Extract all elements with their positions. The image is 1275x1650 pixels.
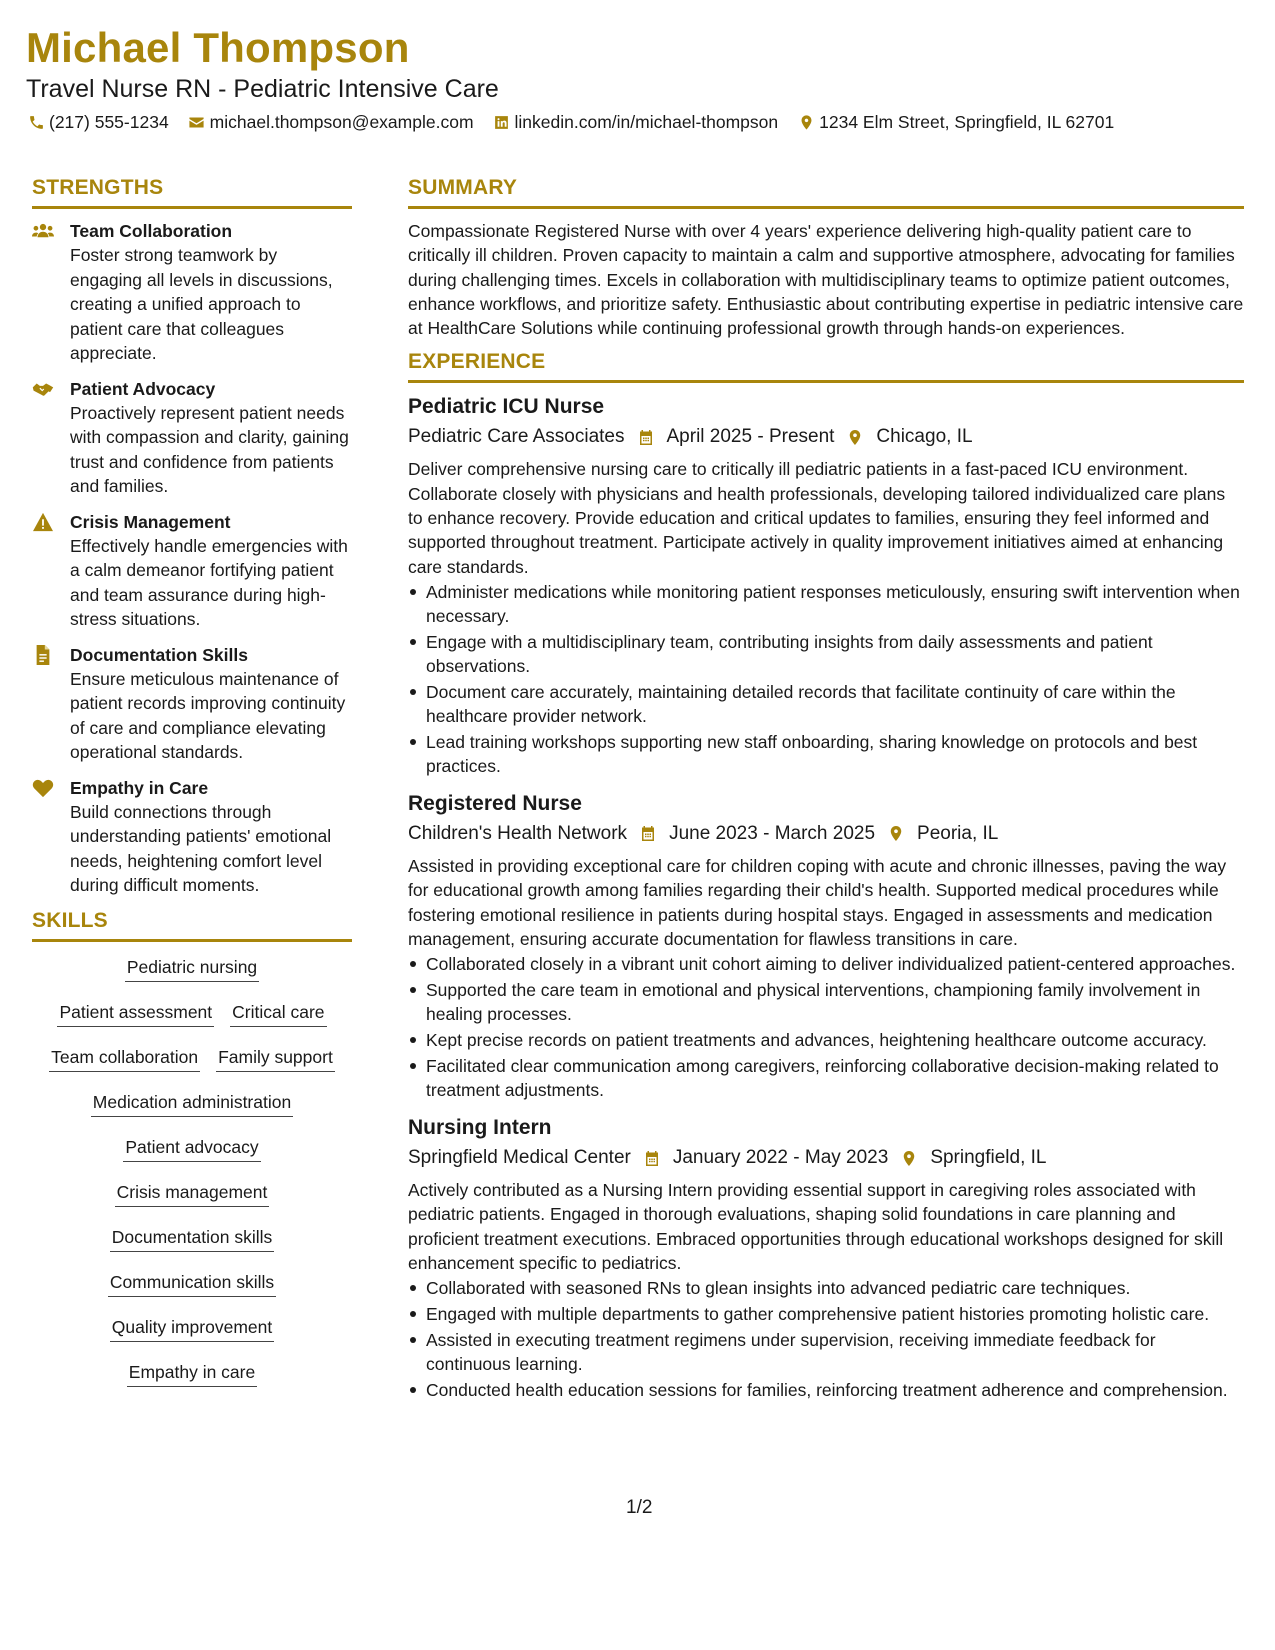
list-item: Assisted in executing treatment regimens under supervision, receiving immediate feedback for continuous learning. [408, 1328, 1244, 1376]
job-company: Springfield Medical Center [408, 1147, 631, 1169]
job-entry [408, 393, 1244, 777]
job-company: Children's Health Network [408, 822, 628, 844]
skills-list [32, 956, 352, 1406]
skill-tag: Medication administration [91, 1091, 293, 1117]
contact-phone[interactable] [26, 112, 169, 133]
list-item: Conducted health education sessions for families, reinforcing treatment adherence and comprehension. [408, 1378, 1244, 1402]
left-column [32, 176, 352, 1406]
skill-tag: Crisis management [115, 1181, 270, 1207]
contact-bar [26, 112, 1132, 133]
list-item: Document care accurately, maintaining detailed records that facilitate continuity of care within the healthcare provider network. [408, 680, 1244, 728]
job-bullets [408, 1276, 1244, 1402]
summary-text: Compassionate Registered Nurse with over 4 years' experience delivering high-quality patient care to critically ill children. Proven capacity to maintain a calm and supportive atmosphere, advocating for families during challenging times. Excels in collaboration with multidisciplinary teams to optimize patient outcomes, enhance workflows, and prioritize safety. Enthusiastic about contributing expertise in pediatric intensive care at HealthCare Solutions while continuing professional growth through hands-on experiences. [408, 221, 1244, 339]
job-meta [408, 423, 1244, 451]
job-company: Pediatric Care Associates [408, 426, 625, 448]
right-column [408, 176, 1244, 1414]
users-icon [32, 219, 70, 366]
strength-desc: Ensure meticulous maintenance of patient records improving continuity of care and compliance elevating operational standards. [70, 668, 346, 762]
job-location: Peoria, IL [917, 822, 999, 844]
job-title: Nursing Intern [408, 1116, 552, 1140]
skill-tag: Patient assessment [57, 1001, 214, 1027]
skill-tag: Family support [216, 1046, 335, 1072]
job-location: Chicago, IL [876, 426, 973, 448]
strengths-heading: STRENGTHS [32, 176, 352, 209]
calendar-icon [639, 824, 659, 844]
linkedin-icon [492, 113, 512, 133]
phone-text: (217) 555-1234 [49, 112, 169, 132]
page-indicator: 1/2 [626, 1497, 653, 1518]
job-entry [408, 790, 1244, 1102]
phone-icon [26, 113, 46, 133]
strength-desc: Build connections through understanding patients' emotional needs, heightening comfort level during difficult moments. [70, 801, 332, 895]
skill-tag: Quality improvement [110, 1316, 274, 1342]
strength-item [32, 377, 352, 499]
candidate-name: Michael Thompson [26, 24, 410, 71]
job-description: Deliver comprehensive nursing care to critically ill pediatric patients in a fast-paced ICU environment. Collaborate closely with physicians and health professionals, developing tailored individualized care plans to enhance recovery. Provide education and critical updates to families, ensuring they feel informed and supported throughout treatment. Participate actively in quality improvement initiatives aimed at enhancing care standards. [408, 459, 1226, 577]
heart-icon [32, 776, 70, 898]
strength-item [32, 219, 352, 366]
strength-desc: Proactively represent patient needs with compassion and clarity, gaining trust and confidence from patients and families. [70, 402, 349, 496]
contact-email[interactable] [187, 112, 474, 133]
map-pin-icon [900, 1148, 920, 1168]
skill-tag: Documentation skills [110, 1226, 274, 1252]
job-dates: April 2025 - Present [666, 426, 835, 448]
contact-address [796, 112, 1114, 133]
job-title: Pediatric ICU Nurse [408, 395, 605, 419]
job-dates: January 2022 - May 2023 [672, 1147, 889, 1169]
list-item: Collaborated with seasoned RNs to glean insights into advanced pediatric care techniques. [408, 1276, 1244, 1300]
strength-title: Documentation Skills [70, 644, 248, 665]
job-meta [408, 1144, 1244, 1172]
list-item: Engage with a multidisciplinary team, contributing insights from daily assessments and patient observations. [408, 630, 1244, 678]
list-item: Engaged with multiple departments to gather comprehensive patient histories promoting holistic care. [408, 1302, 1244, 1326]
list-item: Kept precise records on patient treatments and advances, heightening healthcare outcome accuracy. [408, 1028, 1244, 1052]
strength-desc: Foster strong teamwork by engaging all levels in discussions, creating a unified approach to patient care that colleagues appreciate. [70, 245, 333, 363]
warning-icon [32, 510, 70, 632]
map-pin-icon [887, 824, 907, 844]
strength-title: Team Collaboration [70, 221, 233, 241]
list-item: Facilitated clear communication among caregivers, reinforcing collaborative decision-making related to treatment adjustments. [408, 1054, 1244, 1102]
job-bullets [408, 580, 1244, 778]
contact-linkedin[interactable] [492, 112, 779, 133]
strength-title: Empathy in Care [70, 777, 209, 798]
job-description: Actively contributed as a Nursing Intern providing essential support in caregiving roles associated with pediatric patients. Engaged in thorough evaluations, shaping solid foundations in care planning and proficient treatment executions. Embraced opportunities through educational workshops designed for skill enhancement specific to pediatrics. [408, 1180, 1224, 1274]
strength-item [32, 776, 352, 898]
skill-tag: Empathy in care [127, 1361, 257, 1387]
map-pin-icon [796, 113, 816, 133]
job-meta [408, 820, 1244, 848]
strength-title: Crisis Management [70, 511, 231, 532]
experience-heading: EXPERIENCE [408, 350, 1244, 383]
skill-tag: Communication skills [108, 1271, 276, 1297]
list-item: Lead training workshops supporting new staff onboarding, sharing knowledge on protocols and best practices. [408, 730, 1244, 778]
strength-title: Patient Advocacy [70, 378, 216, 399]
strength-item [32, 643, 352, 765]
address-text: 1234 Elm Street, Springfield, IL 62701 [819, 112, 1115, 132]
strength-item [32, 510, 352, 632]
job-title: Registered Nurse [408, 791, 582, 815]
document-icon [32, 643, 70, 765]
job-entry [408, 1114, 1244, 1402]
list-item: Administer medications while monitoring patient responses meticulously, ensuring swift intervention when necessary. [408, 580, 1244, 628]
skill-tag: Team collaboration [49, 1046, 200, 1072]
strength-desc: Effectively handle emergencies with a calm demeanor fortifying patient and team assurance during high-stress situations. [70, 535, 348, 629]
skills-heading: SKILLS [32, 909, 352, 942]
envelope-icon [187, 113, 207, 133]
calendar-icon [637, 427, 657, 447]
calendar-icon [643, 1148, 663, 1168]
job-location: Springfield, IL [930, 1147, 1047, 1169]
list-item: Collaborated closely in a vibrant unit cohort aiming to deliver individualized patient-centered approaches. [408, 952, 1244, 976]
candidate-title: Travel Nurse RN - Pediatric Intensive Care [26, 75, 499, 103]
job-dates: June 2023 - March 2025 [669, 822, 876, 844]
linkedin-text: linkedin.com/in/michael-thompson [514, 112, 779, 132]
summary-heading: SUMMARY [408, 176, 1244, 209]
skill-tag: Critical care [230, 1001, 326, 1027]
email-text: michael.thompson@example.com [209, 112, 474, 132]
map-pin-icon [846, 427, 866, 447]
skill-tag: Patient advocacy [123, 1136, 260, 1162]
skill-tag: Pediatric nursing [125, 956, 259, 982]
list-item: Supported the care team in emotional and physical interventions, championing family involvement in healing processes. [408, 978, 1244, 1026]
job-description: Assisted in providing exceptional care for children coping with acute and chronic illnesses, paving the way for educational growth among families regarding their child's health. Supported medical procedures while fostering emotional resilience in patients during hospital stays. Engaged in assessments and medication management, ensuring accurate documentation for flawless transitions in care. [408, 855, 1227, 949]
handshake-icon [32, 377, 70, 499]
job-bullets [408, 952, 1244, 1102]
